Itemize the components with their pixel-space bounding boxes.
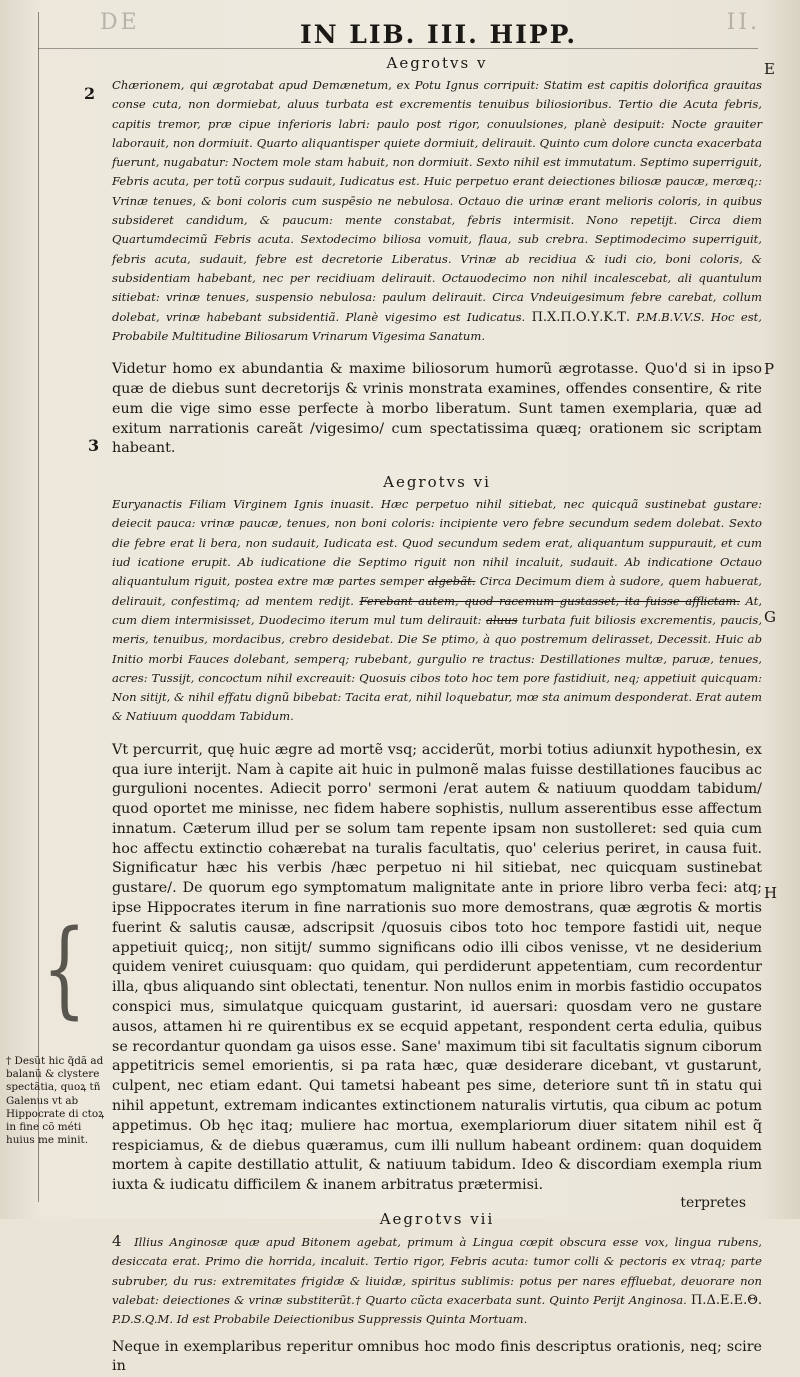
case-5-siglum: Π.Χ.Π.Ο.Υ.Κ.Τ. <box>531 309 631 325</box>
case-6-text-b: Circa Decimum diem à sudore, quem habuerat, delirauit, confestimq; ad mentem redijt. <box>112 574 762 608</box>
case-6-text-a: Euryanactis Filiam Virginem Ignis inuasit. Hæc perpetuo nihil sitiebat, nec quicquã sustinebat gustare: deiecit pauca: vrinæ paucæ, tenues, non boni coloris: incipiente vero febre secundum sedem dolebat. Sexto die febre erat li bera, non sudauit, Iudicata est. Quod secundum sedem erat, aliquantum suppurauit, et cum iud icatione erupit. Ab iudicatione die Septimo riguit non nihil incaluit, sudauit. Ab indicatione Octauo aliquantulum riguit, postea extre mæ partes semper <box>112 497 762 589</box>
case-6-heading: Aegrotvs vi <box>383 473 491 492</box>
case-5-text: Chærionem, qui ægrotabat apud Demænetum, ex Potu Ignus corripuit: Statim est capitis dolorifica grauitas conse cuta, non dormiebat, aluus turbata est excrementis tenuibus biliosioribus. Tertio die Acuta febris, capitis tremor, præ cipue inferioris labri: paulo post rigor, conuulsiones, planè desipuit: Nocte grauiter laborauit, non dormiuit. Quarto aliquantisper quiete dormiuit, delirauit. Quinto cum dolore cuncta exacerbata fuerunt, nugabatur: Noctem mole stam habuit, non dormiuit. Sexto nihil est immutatum. Septimo superriguit, Febris acuta, per totũ corpus sudauit, Iudicatus est. Huic perpetuo erant deiectiones biliosæ paucæ, meræq;: Vrinæ tenues, & boni coloris cum suspēsio ne nebulosa. Octauo die urinæ erant melioris coloris, in quibus subsideret candidum, & paucum: mente constabat, febris intermisit. Nono repetijt. Circa diem Quartumdecimũ Febris acuta. Sextodecimo biliosa vomuit, flaua, sub crebra. Septimodecimo superriguit, febris acuta, sudauit, febre est decretorie Liberatus. Vrinæ ab recidiua & iudi cio, boni coloris, & subsidentiam habebant, nec per recidiuam delirauit. Octauodecimo non nihil incalescebat, ali quantulum sitiebat: vrinæ tenues, suspensio nebulosa: paulum delirauit. Circa Vndeuigesimum febre carebat, collum dolebat, vrinæ habebant subsidentiã. Planè vigesimo est Iudicatus. <box>112 78 762 324</box>
margin-number-2: 2 <box>84 84 96 103</box>
margin-number-3: 3 <box>88 436 100 455</box>
margin-letter-g: G <box>764 608 776 626</box>
case-7-siglum: Π.Δ.Ε.Ε.Θ. <box>690 1292 762 1308</box>
case-7-text-end: P.D.S.Q.M. Id est Probabile Deiectionibus Suppressis Quinta Mortuam. <box>112 1312 528 1327</box>
case-6-strike-3: aluus <box>486 612 518 627</box>
margin-rule <box>38 12 39 1202</box>
case-6-text-d: turbata fuit biliosis excrementis, paucis, meris, tenuibus, mordacibus, crebro desidebat. Die Se ptimo, à quo postremum delirasset, Decessit. Huic ab Initio morbi Fauces dolebant, semperq; rubebant, gurgulio re tractus: Destillationes multæ, paruæ, tenues, acres: Tussijt, concoctum nihil excreauit: Quosuis cibos toto hoc tem pore fastidiuit, neq; appetiuit quicquam: Non sitijt, & nihil effatu dignũ bibebat: Tacita erat, nihil loquebatur, mœ sta animum desponderat. Erat autem & Natiuum quoddam Tabidum. <box>112 612 762 724</box>
case-7-text: Illius Anginosæ quæ apud Bitonem agebat, primum à Lingua cœpit obscura esse vox, lingua rubens, desiccata erat. Primo die horrida, incaluit. Tertio rigor, Febris acuta: tumor colli & pectoris ex vtraq; parte subruber, du rus: extremitates frigidæ & liuidæ, spiritus sublimis: potus per nares effluebat, deuorare non valebat: deiectiones & vrinæ substiterũt.† Quarto cũcta exacerbata sunt. Quinto Perijt Anginosa. <box>112 1235 762 1307</box>
catchword: terpretes <box>680 1195 746 1211</box>
case-6-strike-2: Ferebant autem, quod racemum gustasset, ita fuisse afflictam. <box>359 593 740 608</box>
ghost-right-text: II. <box>726 10 760 35</box>
case-7-heading: Aegrotvs vii <box>379 1210 495 1229</box>
case-7-narrative <box>112 1232 762 1329</box>
case-6-narrative <box>112 495 762 727</box>
case-5-heading: Aegrotvs v <box>386 54 488 72</box>
margin-letter-p: P <box>764 360 775 378</box>
case-5-narrative <box>112 76 762 346</box>
case-6-commentary: Vt percurrit, quę huic ægre ad mortẽ vsq; acciderũt, morbi totius adiunxit hypothesin, ex qua iure interijt. Nam à capite ait huic in pulmonẽ malas fuisse destillationes faucibus ac gurgulioni nocentes. Adiecit porro' sermoni /erat autem & natiuum quoddam tabidum/ quod oportet me minisse, nec fidem habere sophistis, nullum asserentibus esse affectum innatum. Cæterum illud per se solum tam repente ipsam non sustolleret: sed quia cum hoc affectu extinctio cohærebat na turalis facultatis, quo' celerius periret, in causa fuit. Significatur hæc his verbis /hæc perpetuo ni hil sitiebat, nec quicquam sustinebat gustare/. De quorum ego symptomatum malignitate ante in priore libro verba feci: atq; ipse Hippocrates iterum in fine narrationis suo more demostrans, quæ ægrotis & mortis fuerint & salutis causæ, adscripsit /quosuis cibos toto hoc tempore fastidi uit, neque appetiuit quicq;, non sitijt/ summo significans odio illi cibos venisse, vt ne desiderium quidem veniret cuiusquam: quo quidam, qui perdiderunt appetentiam, cum recordentur illa, qbus aliquando sint oblectati, tenentur. Non nullos enim in morbis fastidio occupatos conspici mus, simulatque quicquam gustarint, id auersari: quosdam vero ne gustare ausos, attamen hi re quirentibus ex se ecquid appetant, respondent certa edulia, quibus se recordantur quondam ga uisos esse. Sane' maximum tibi sit facultatis signum ciborum appetitricis semel emorientis, si pa rata hæc, quæ desiderare dicebant, vt gustarunt, culpent, nec etiam edant. Qui tametsi habeant pes sime, deteriore sunt tñ in statu qui nihil appetunt, extremam indicantes extinctionem naturalis virtutis, qua cibum ac potum appetimus. Ob hęc itaq; muliere hac mortua, exemplariorum diuer sitatem nihil est q̃ respiciamus, & de diebus quæramus, cum illi nullum habeant ordinem: quan doquidem mortem à capite destillatio attulit, & natiuum tabidum. Ideo & discordiam exempla rium iuxta & iudicatu difficilem & inanem arbitratus prætermisi. <box>112 741 762 1194</box>
case-5-commentary: Videtur homo ex abundantia & maxime biliosorum humorũ ægrotasse. Quo'd si in ipso quæ de diebus sunt decretorijs & vrinis monstrata examines, offendes consentire, & rite eum die vige simo esse perfecte à morbo liberatum. Sunt tamen exemplaria, quæ ad exitum narrationis careãt /vigesimo/ cum spectatissima quæq; orationem sic scriptam habeant. <box>112 361 762 457</box>
marginal-note: † Desũt hic q̃dã ad balanũ & clystere spectãtia, quoꝝ tñ Galenus vt ab Hippocrate di ctoꝝ in fine cõ méti huius me minit. <box>6 1055 105 1147</box>
running-head <box>60 10 760 48</box>
main-text <box>112 50 762 1377</box>
case-6-strike-1: algebãt. <box>427 574 476 589</box>
ghost-left-text: DE <box>100 10 140 35</box>
margin-letter-h: H <box>764 884 778 902</box>
case-6-text-c: At, cum diem intermisisset, Duodecimo iterum mul tum delirauit: <box>112 593 763 627</box>
margin-letter-e: E <box>764 60 775 78</box>
case-7-commentary: Neque in exemplaribus reperitur omnibus hoc modo finis descriptus orationis, neq; scire in <box>112 1338 762 1375</box>
page-title: IN LIB. III. HIPP. <box>300 20 578 49</box>
case-7-number: 4 <box>112 1232 122 1251</box>
case-5-text-end: P.M.B.V.V.S. Hoc est, Probabile Multitudine Biliosarum Vrinarum Vigesima Sanatum. <box>112 309 762 343</box>
marginal-brace: { <box>42 907 87 1030</box>
